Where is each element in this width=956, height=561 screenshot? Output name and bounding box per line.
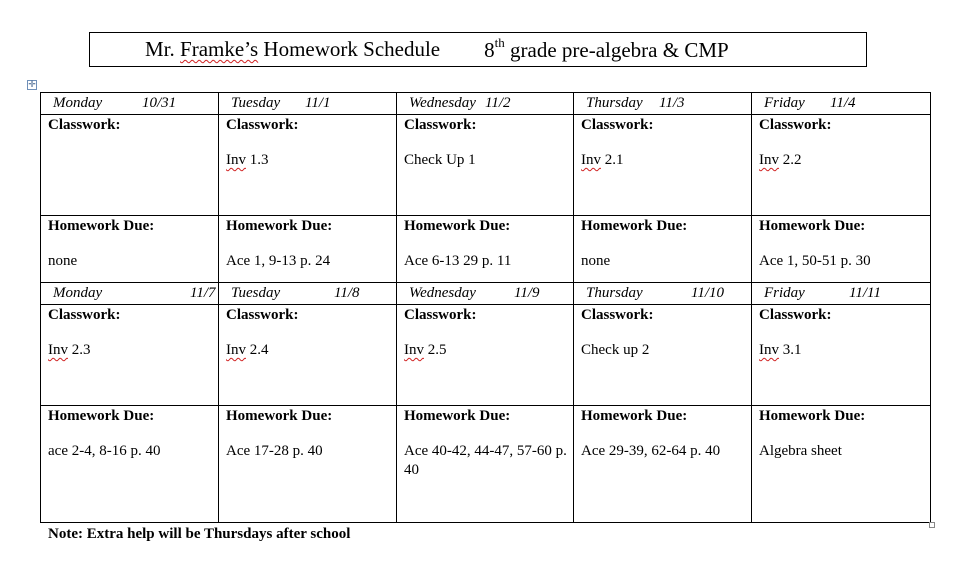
classwork-cell[interactable] <box>219 115 397 216</box>
day-header-cell[interactable] <box>219 93 397 115</box>
classwork-label: Classwork: <box>581 307 654 323</box>
day-name: Thursday <box>586 95 643 111</box>
classwork-label: Classwork: <box>759 307 832 323</box>
classwork-cell[interactable] <box>397 115 574 216</box>
classwork-cell[interactable] <box>752 305 931 406</box>
day-header-cell[interactable] <box>41 93 219 115</box>
homework-label: Homework Due: <box>404 408 511 424</box>
homework-cell[interactable] <box>41 216 219 283</box>
homework-label: Homework Due: <box>48 408 155 424</box>
day-name: Tuesday <box>231 285 281 301</box>
note-text: Note: Extra help will be Thursdays after school <box>48 526 351 542</box>
classwork-label: Classwork: <box>226 307 299 323</box>
classwork-row <box>41 305 931 406</box>
classwork-value: Check Up 1 <box>404 152 476 168</box>
day-date: 11/2 <box>485 95 511 111</box>
table-resize-handle[interactable] <box>929 522 935 528</box>
day-name: Friday <box>764 285 805 301</box>
classwork-label: Classwork: <box>404 307 477 323</box>
grade-text: grade pre-algebra & CMP <box>504 37 729 62</box>
homework-label: Homework Due: <box>581 408 688 424</box>
spellcheck-word: Inv <box>759 342 779 358</box>
homework-value: ace 2-4, 8-16 p. 40 <box>48 443 161 459</box>
schedule-table <box>40 92 931 523</box>
classwork-value: Inv 2.2 <box>759 152 802 168</box>
classwork-value: Inv 2.3 <box>48 342 91 358</box>
classwork-label: Classwork: <box>48 117 121 133</box>
spellcheck-word: Inv <box>48 342 68 358</box>
classwork-cell[interactable] <box>41 305 219 406</box>
classwork-cell[interactable] <box>41 115 219 216</box>
classwork-cell[interactable] <box>752 115 931 216</box>
day-date: 11/4 <box>830 95 856 111</box>
day-date: 11/7 <box>190 285 216 301</box>
homework-value: none <box>581 253 611 269</box>
homework-label: Homework Due: <box>759 408 866 424</box>
day-date: 11/9 <box>514 285 540 301</box>
classwork-cell[interactable] <box>574 115 752 216</box>
homework-cell[interactable] <box>574 406 752 523</box>
homework-value: Ace 40-42, 44-47, 57-60 p. 40 <box>404 443 567 478</box>
homework-cell[interactable] <box>41 406 219 523</box>
homework-cell[interactable] <box>752 216 931 283</box>
title-box <box>89 32 867 67</box>
page-title <box>145 37 440 62</box>
classwork-cell[interactable] <box>574 305 752 406</box>
classwork-value: Inv 2.1 <box>581 152 624 168</box>
classwork-value: Inv 3.1 <box>759 342 802 358</box>
spellcheck-word: Inv <box>581 152 601 168</box>
homework-cell[interactable] <box>752 406 931 523</box>
homework-cell[interactable] <box>219 216 397 283</box>
homework-label: Homework Due: <box>48 218 155 234</box>
day-date: 10/31 <box>142 95 177 111</box>
classwork-row <box>41 115 931 216</box>
day-header-cell[interactable] <box>574 283 752 305</box>
day-header-cell[interactable] <box>574 93 752 115</box>
spellcheck-word: Inv <box>226 152 246 168</box>
day-header-cell[interactable] <box>41 283 219 305</box>
day-header-row <box>41 93 931 115</box>
day-name: Tuesday <box>231 95 281 111</box>
day-name: Friday <box>764 95 805 111</box>
homework-cell[interactable] <box>219 406 397 523</box>
homework-label: Homework Due: <box>226 218 333 234</box>
day-header-row <box>41 283 931 305</box>
day-name: Wednesday <box>409 285 476 301</box>
day-name: Wednesday <box>409 95 476 111</box>
grade-suffix: th <box>494 34 505 50</box>
classwork-cell[interactable] <box>397 305 574 406</box>
day-name: Monday <box>53 95 103 111</box>
homework-cell[interactable] <box>574 216 752 283</box>
grade-number: 8 <box>484 37 495 62</box>
classwork-value: Check up 2 <box>581 342 650 358</box>
day-name: Thursday <box>586 285 643 301</box>
spellcheck-word: Inv <box>759 152 779 168</box>
homework-row <box>41 216 931 283</box>
classwork-value: Inv 2.4 <box>226 342 269 358</box>
day-header-cell[interactable] <box>397 93 574 115</box>
day-date: 11/8 <box>334 285 360 301</box>
homework-row <box>41 406 931 523</box>
title-text: Mr. Framke’s Homework Schedule <box>145 37 441 61</box>
day-header-cell[interactable] <box>752 283 931 305</box>
day-header-cell[interactable] <box>752 93 931 115</box>
day-date: 11/3 <box>659 95 685 111</box>
day-date: 11/1 <box>305 95 331 111</box>
classwork-label: Classwork: <box>759 117 832 133</box>
classwork-value: Inv 2.5 <box>404 342 447 358</box>
classwork-cell[interactable] <box>219 305 397 406</box>
homework-label: Homework Due: <box>226 408 333 424</box>
homework-value: Ace 6-13 29 p. 11 <box>404 253 512 269</box>
homework-label: Homework Due: <box>581 218 688 234</box>
homework-value: Ace 1, 50-51 p. 30 <box>759 253 871 269</box>
table-move-handle-icon[interactable]: ✛ <box>28 80 36 90</box>
page-subtitle <box>484 34 729 63</box>
homework-value: none <box>48 253 78 269</box>
classwork-label: Classwork: <box>404 117 477 133</box>
homework-value: Ace 1, 9-13 p. 24 <box>226 253 331 269</box>
classwork-label: Classwork: <box>48 307 121 323</box>
day-header-cell[interactable] <box>397 283 574 305</box>
homework-value: Algebra sheet <box>759 443 842 459</box>
homework-value: Ace 17-28 p. 40 <box>226 443 323 459</box>
day-date: 11/11 <box>849 285 881 301</box>
homework-value: Ace 29-39, 62-64 p. 40 <box>581 443 721 459</box>
homework-label: Homework Due: <box>404 218 511 234</box>
day-name: Monday <box>53 285 103 301</box>
homework-cell[interactable] <box>397 406 574 523</box>
classwork-label: Classwork: <box>226 117 299 133</box>
day-date: 11/10 <box>691 285 725 301</box>
classwork-value: Inv 1.3 <box>226 152 269 168</box>
spellcheck-word: Framke’s <box>180 37 259 61</box>
day-header-cell[interactable] <box>219 283 397 305</box>
homework-cell[interactable] <box>397 216 574 283</box>
homework-label: Homework Due: <box>759 218 866 234</box>
spellcheck-word: Inv <box>404 342 424 358</box>
classwork-label: Classwork: <box>581 117 654 133</box>
spellcheck-word: Inv <box>226 342 246 358</box>
